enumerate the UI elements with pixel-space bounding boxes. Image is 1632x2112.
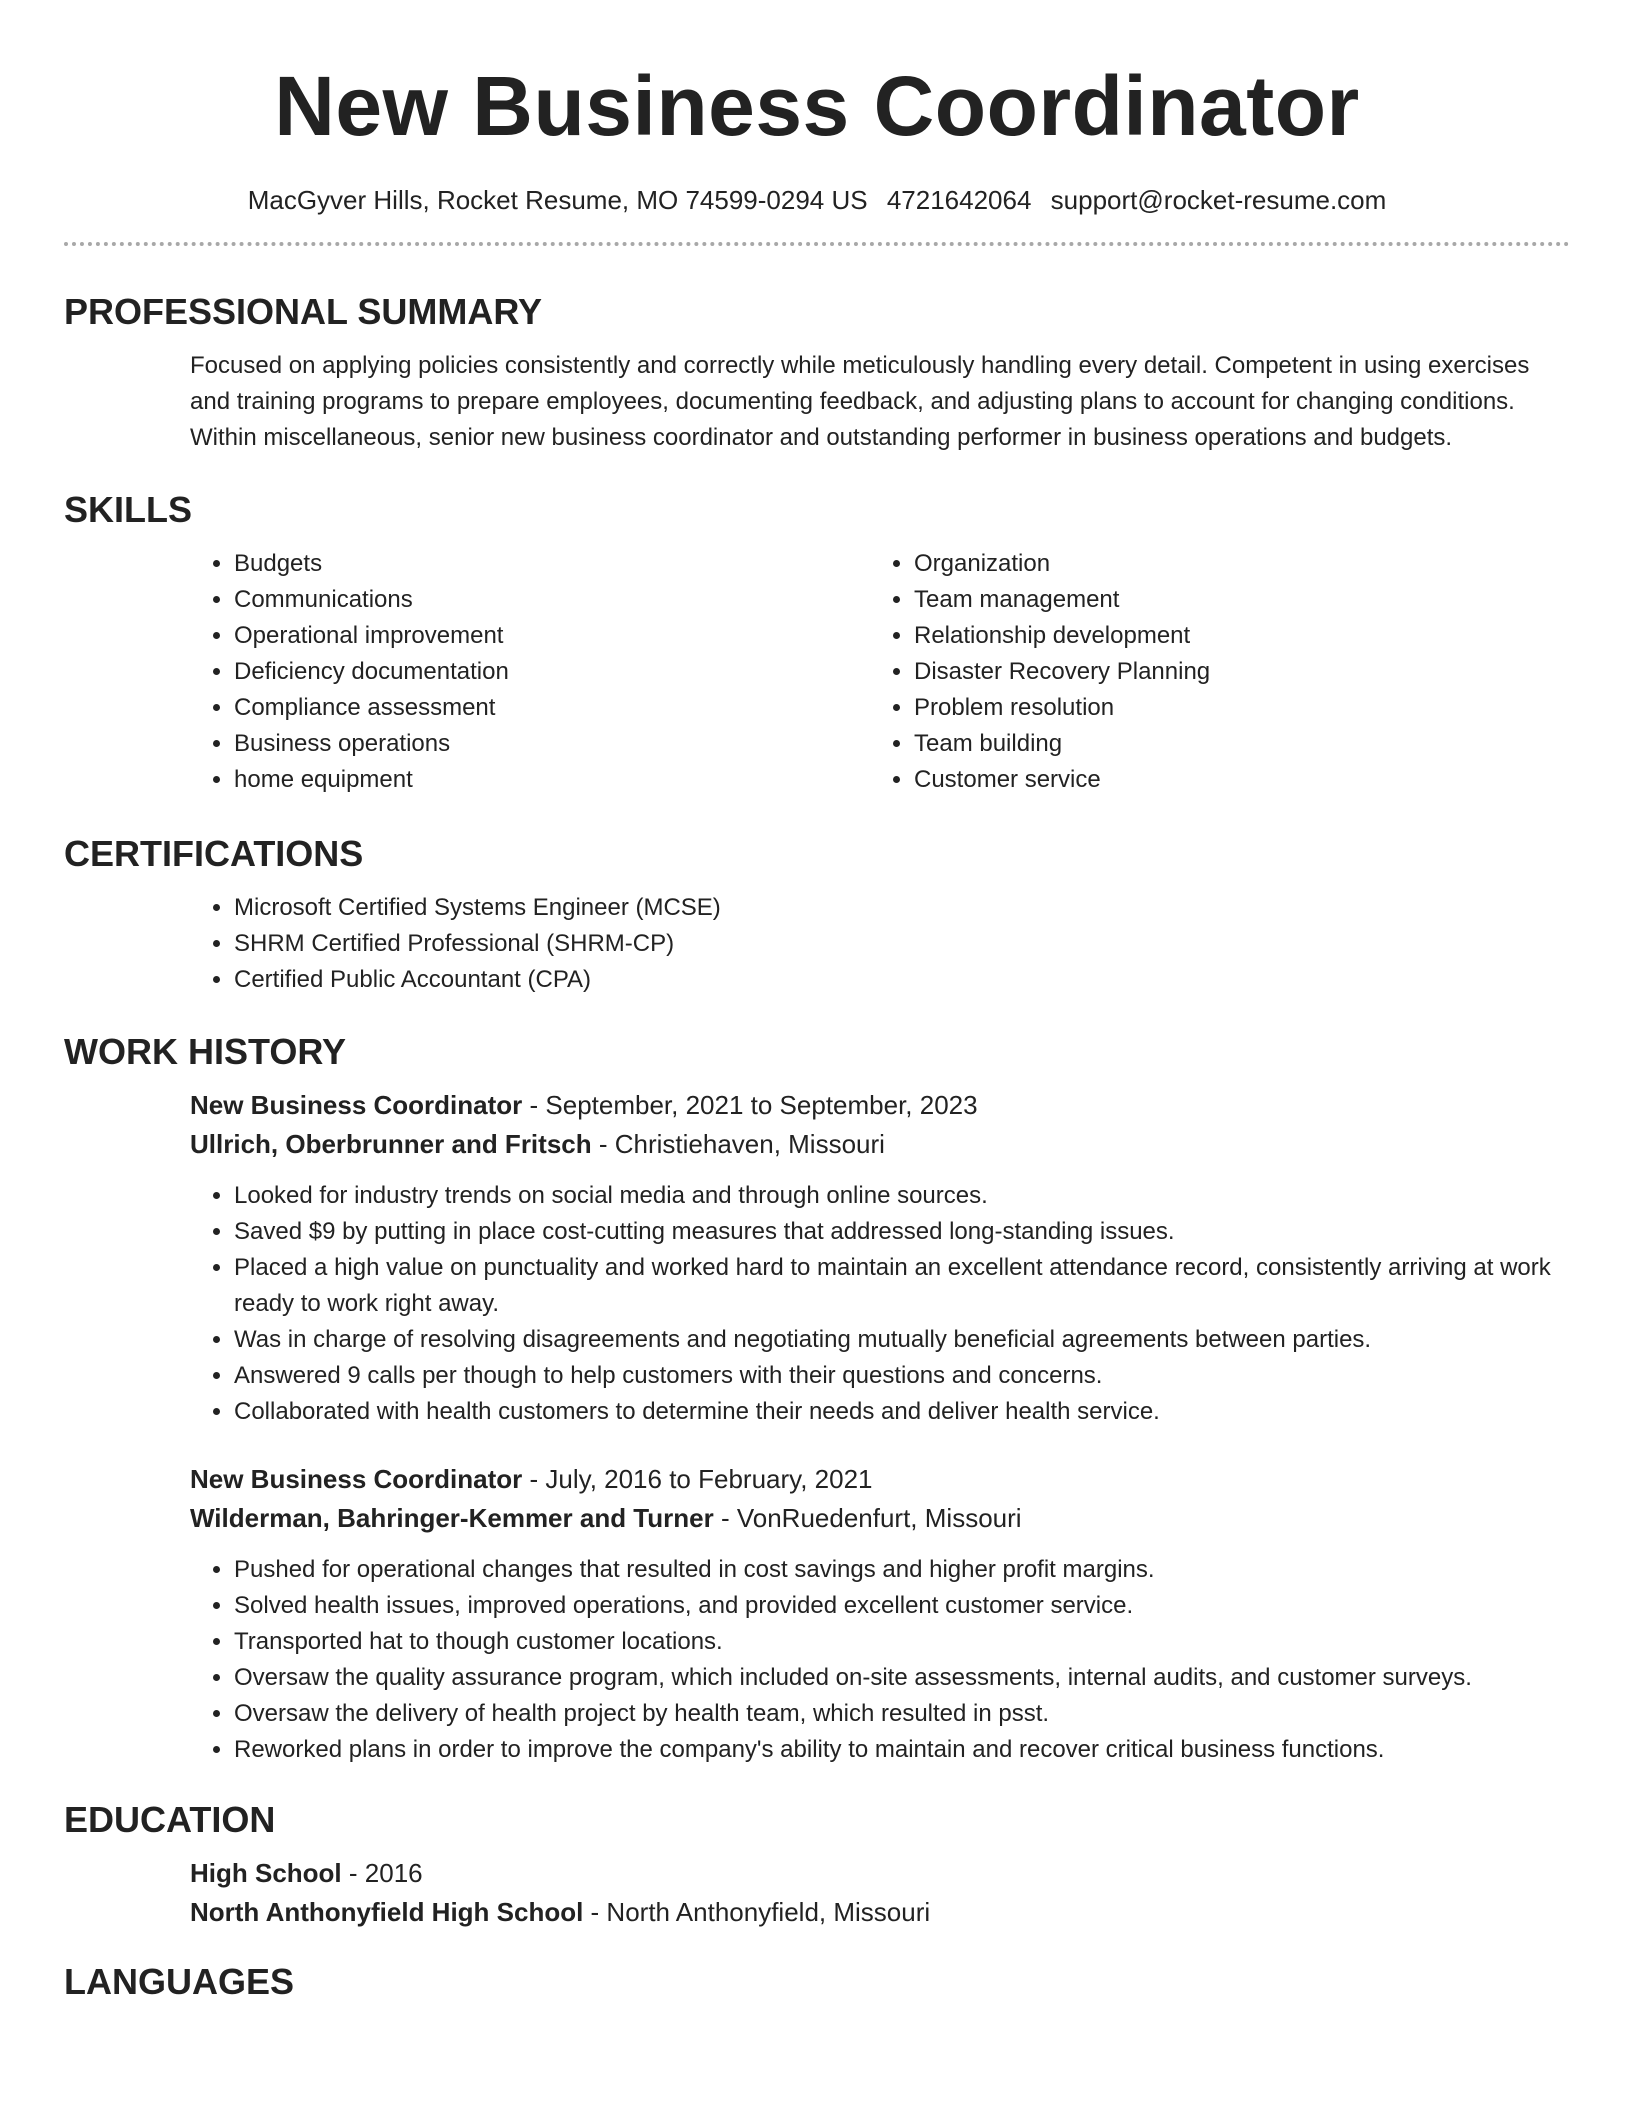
- job-entry: [190, 1086, 1570, 1430]
- skill-item: • Team building: [914, 726, 1550, 762]
- job-company: Wilderman, Bahringer-Kemmer and Turner: [190, 1503, 714, 1533]
- skill-item: • Operational improvement: [234, 618, 870, 654]
- certifications-list: [190, 890, 1570, 998]
- education-entry: [190, 1854, 1570, 1932]
- job-bullets: [190, 1178, 1570, 1430]
- education-school-line: [190, 1893, 1570, 1932]
- certification-item: • Microsoft Certified Systems Engineer (MCSE): [234, 890, 1570, 926]
- job-bullet: • Oversaw the delivery of health project by health team, which resulted in psst.: [234, 1696, 1570, 1732]
- skill-item: • Disaster Recovery Planning: [914, 654, 1550, 690]
- job-title-line: [190, 1086, 1570, 1125]
- skill-item: • Business operations: [234, 726, 870, 762]
- skills-list: [190, 546, 1570, 798]
- certification-item: • Certified Public Accountant (CPA): [234, 962, 1570, 998]
- education-year: - 2016: [341, 1858, 423, 1888]
- skill-item: • Deficiency documentation: [234, 654, 870, 690]
- job-role: New Business Coordinator: [190, 1464, 523, 1494]
- languages-heading: LANGUAGES: [64, 1961, 295, 2002]
- skill-item: • Budgets: [234, 546, 870, 582]
- header-divider: [64, 242, 1570, 246]
- job-bullet: • Reworked plans in order to improve the company's ability to maintain and recover critical business functions.: [234, 1732, 1570, 1768]
- job-entry: [190, 1460, 1570, 1768]
- job-company-line: [190, 1499, 1570, 1538]
- skill-item: • Customer service: [914, 762, 1550, 798]
- contact-email: support@rocket-resume.com: [1050, 185, 1387, 215]
- job-dates: - September, 2021 to September, 2023: [522, 1090, 978, 1120]
- skill-item: • Team management: [914, 582, 1550, 618]
- education-degree: High School: [190, 1858, 342, 1888]
- skill-item: • Compliance assessment: [234, 690, 870, 726]
- skills-column-right: [870, 546, 1550, 798]
- summary-text: Focused on applying policies consistently and correctly while meticulously handling every detail. Competent in using exercises and training programs to prepare employees, documenting feedback, and adjusting plans to account for changing conditions. Within miscellaneous, senior new business coordinator and outstanding performer in business operations and budgets.: [190, 352, 1530, 451]
- job-role: New Business Coordinator: [190, 1090, 523, 1120]
- job-bullets: [190, 1552, 1570, 1768]
- job-bullet: • Saved $9 by putting in place cost-cutting measures that addressed long-standing issues.: [234, 1214, 1570, 1250]
- job-bullet: • Pushed for operational changes that resulted in cost savings and higher profit margins.: [234, 1552, 1570, 1588]
- job-location: - Christiehaven, Missouri: [591, 1129, 885, 1159]
- contact-address: MacGyver Hills, Rocket Resume, MO 74599-0294 US: [247, 185, 868, 215]
- job-bullet: • Looked for industry trends on social media and through online sources.: [234, 1178, 1570, 1214]
- skill-item: • Problem resolution: [914, 690, 1550, 726]
- skill-item: • Relationship development: [914, 618, 1550, 654]
- job-bullet: • Transported hat to though customer locations.: [234, 1624, 1570, 1660]
- work-history-heading: WORK HISTORY: [64, 1031, 347, 1072]
- education-heading: EDUCATION: [64, 1799, 276, 1840]
- job-company-line: [190, 1125, 1570, 1164]
- skills-heading: SKILLS: [64, 489, 193, 530]
- job-bullet: • Was in charge of resolving disagreements and negotiating mutually beneficial agreements between parties.: [234, 1322, 1570, 1358]
- contact-phone: 4721642064: [886, 185, 1032, 215]
- education-school: North Anthonyfield High School: [190, 1897, 584, 1927]
- job-bullet: • Solved health issues, improved operations, and provided excellent customer service.: [234, 1588, 1570, 1624]
- job-bullet: • Placed a high value on punctuality and worked hard to maintain an excellent attendance record, consistently arriving at work ready to work right away.: [234, 1250, 1570, 1322]
- certifications-heading: CERTIFICATIONS: [64, 833, 364, 874]
- certification-item: • SHRM Certified Professional (SHRM-CP): [234, 926, 1570, 962]
- summary-heading: PROFESSIONAL SUMMARY: [64, 291, 543, 332]
- education-location: - North Anthonyfield, Missouri: [583, 1897, 931, 1927]
- job-bullet: • Collaborated with health customers to determine their needs and deliver health service.: [234, 1394, 1570, 1430]
- candidate-name: New Business Coordinator: [274, 59, 1360, 153]
- resume-page: [64, 0, 1570, 2004]
- contact-line: [64, 182, 1570, 218]
- job-location: - VonRuedenfurt, Missouri: [713, 1503, 1022, 1533]
- skill-item: • Organization: [914, 546, 1550, 582]
- job-bullet: • Oversaw the quality assurance program, which included on-site assessments, internal audits, and customer surveys.: [234, 1660, 1570, 1696]
- skill-item: • home equipment: [234, 762, 870, 798]
- education-degree-line: [190, 1854, 1570, 1893]
- job-title-line: [190, 1460, 1570, 1499]
- skill-item: • Communications: [234, 582, 870, 618]
- skills-column-left: [190, 546, 870, 798]
- job-dates: - July, 2016 to February, 2021: [522, 1464, 873, 1494]
- job-company: Ullrich, Oberbrunner and Fritsch: [190, 1129, 592, 1159]
- job-bullet: • Answered 9 calls per though to help customers with their questions and concerns.: [234, 1358, 1570, 1394]
